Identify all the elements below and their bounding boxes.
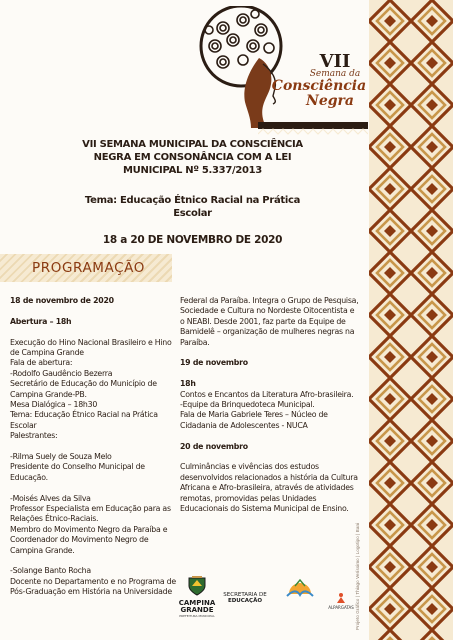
heading-line: VII SEMANA MUNICIPAL DA CONSCIÊNCIA <box>82 139 303 150</box>
schedule-right-column <box>180 296 360 514</box>
theme-line: Escolar <box>173 208 212 219</box>
city-crest-icon <box>186 574 208 596</box>
sponsor-logos <box>175 574 365 634</box>
speaker-solange: -Solange Banto Rocha Docente no Departamento e no Programa de Pós-Graduação em História na Universidade <box>10 566 176 597</box>
zigzag-band-icon <box>258 128 368 135</box>
logo-negra: Negra <box>306 93 354 109</box>
logo-consciencia: Consciência <box>271 78 367 94</box>
logo-roman: VII <box>319 51 351 72</box>
schedule-left-column <box>10 296 180 598</box>
speaker-solange-continued: Federal da Paraíba. Integra o Grupo de Pesquisa, Sociedade e Cultura no Nordeste Oitocentista e o NEABI. Desde 2001, faz parte da Equipe de Bamidelê – organização de mulheres negras na Paraíba. <box>180 296 359 347</box>
logo-pattern-band <box>258 122 368 129</box>
heading-line: MUNICIPAL Nº 5.337/2013 <box>123 165 262 176</box>
speaker-rilma: -Rilma Suely de Souza Melo Presidente do Conselho Municipal de Educação. <box>10 452 145 482</box>
time-heading: 18h <box>180 379 196 389</box>
day3-details: Culminâncias e vivências dos estudos desenvolvidos relacionados a história da Cultura Africana e Afro-brasileira, através de atividades remotas, promovidas pelas Unidades Educacionais do Sistema Municipal de Ensino. <box>180 462 358 514</box>
event-heading <box>40 138 345 177</box>
opening-heading: Abertura – 18h <box>10 316 72 326</box>
day2-details: Contos e Encantos da Literatura Afro-brasileira. -Equipe da Brinquedoteca Municipal. Fala de Maria Gabriele Teres – Núcleo de Cidadania de Adolescentes - NUCA <box>180 389 354 430</box>
solidarity-logo <box>283 576 317 604</box>
opening-details: Execução do Hino Nacional Brasileiro e Hino de Campina Grande Fala de abertura: -Rodolfo Gaudêncio Bezerra Secretário de Educação do Município de Campina Grande-PB. Mesa Dialógica – 18h30 Tema: Educação Étnico Racial na Prática Escolar Palestrantes: <box>10 337 172 441</box>
secretaria-logo <box>223 592 267 604</box>
theme-line: Tema: Educação Étnico Racial na Prática <box>84 195 301 206</box>
sun-hands-icon <box>285 576 315 600</box>
secretaria-line2: EDUCAÇÃO <box>227 598 263 604</box>
decorative-border <box>369 0 453 640</box>
logo-semana: Semana da <box>309 69 361 79</box>
campina-line2: GRANDE <box>180 606 214 614</box>
day-heading: 19 de novembro <box>180 358 248 368</box>
people-icon <box>335 592 347 604</box>
alpargatas-name: ALPARGATAS <box>328 605 354 610</box>
campina-grande-logo <box>175 574 219 618</box>
programacao-banner <box>0 254 172 282</box>
logo-title <box>271 51 370 109</box>
banner-label: PROGRAMAÇÃO <box>32 260 145 276</box>
alpargatas-logo <box>321 592 361 610</box>
heading-line: NEGRA EM CONSONÂNCIA COM A LEI <box>93 152 292 163</box>
geometric-pattern <box>369 0 453 640</box>
event-dates: 18 a 20 DE NOVEMBRO DE 2020 <box>102 234 283 246</box>
speaker-moises: -Moisés Alves da Silva Professor Especialista em Educação para as Relações Étnico-Raciais. Membro do Movimento Negro da Paraíba e Coordenador do Movimento Negro de Campina Grande. <box>10 493 171 555</box>
day-heading: 20 de novembro <box>180 441 248 451</box>
design-credit: Projeto Gráfico | Thiago Veríssimo | Logotipo | Bani <box>355 522 360 630</box>
secretaria-line1: SECRETARIA DE <box>223 592 267 598</box>
campina-sub: PREFEITURA MUNICIPAL <box>179 614 215 618</box>
event-theme <box>40 194 345 220</box>
campina-line1: CAMPINA <box>178 599 216 607</box>
day-heading: 18 de novembro de 2020 <box>10 296 114 305</box>
